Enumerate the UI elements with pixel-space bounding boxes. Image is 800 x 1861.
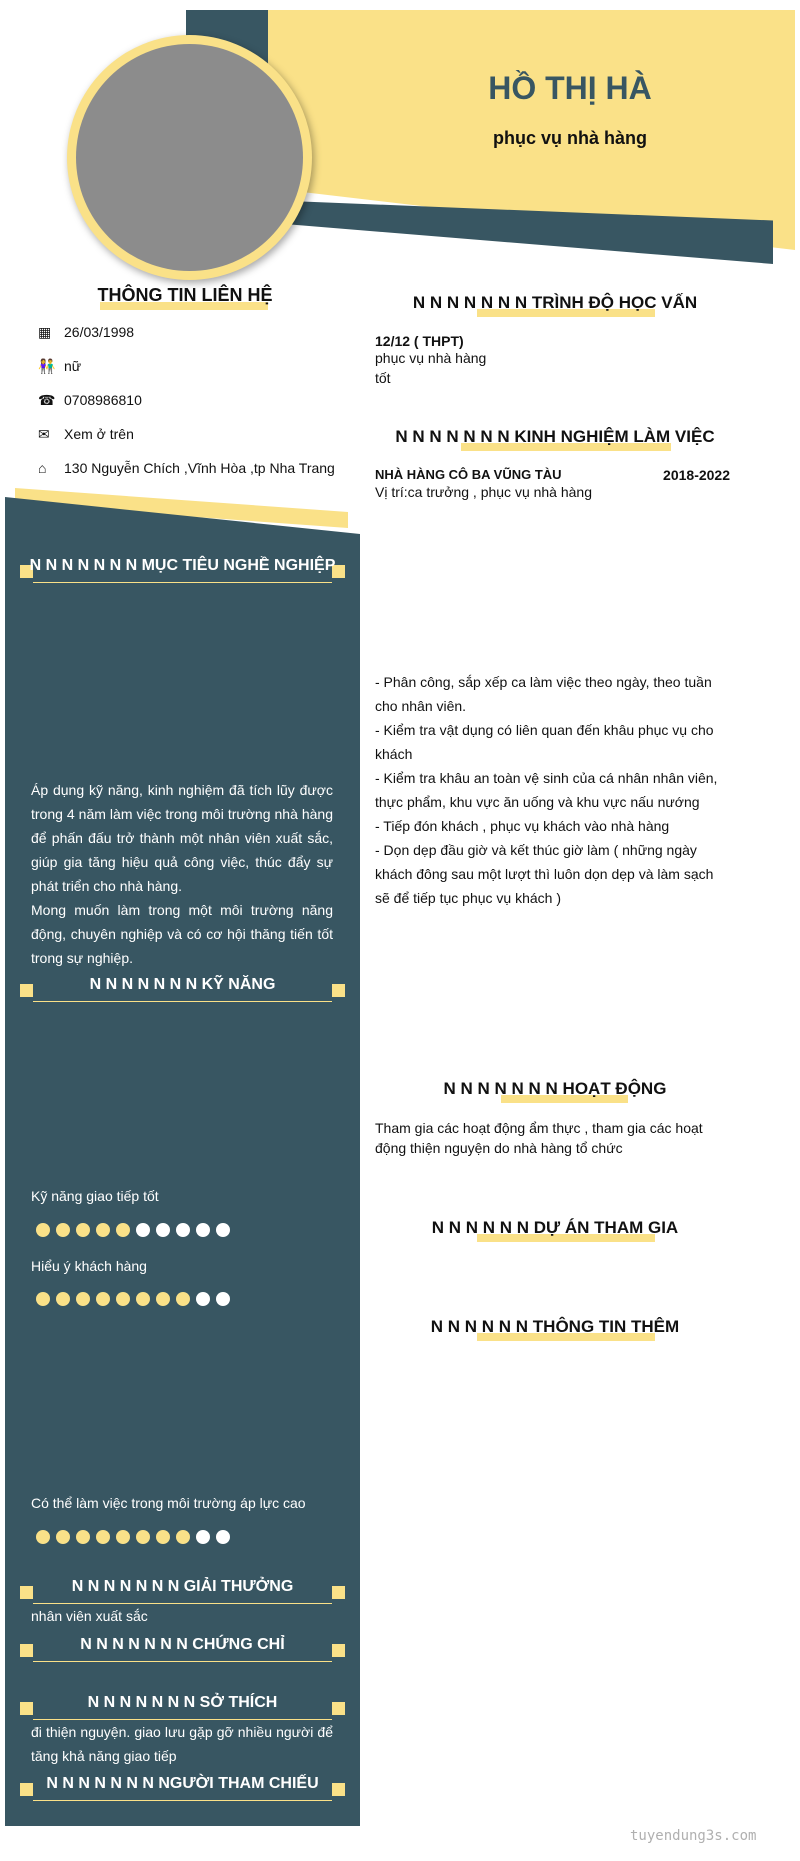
duty-item: - Phân công, sắp xếp ca làm việc theo ngày, theo tuần cho nhân viên.: [375, 674, 712, 714]
education-school: 12/12 ( THPT): [375, 333, 464, 349]
projects-heading: N N N N N N DỰ ÁN THAM GIA: [375, 1218, 735, 1238]
duty-item: - Dọn dẹp đầu giờ và kết thúc giờ làm ( những ngày khách đông sau một lượt thì luôn dọn dẹp và làm sạch sẽ để tiếp tục phục vụ khách ): [375, 842, 714, 906]
duty-item: - Kiểm tra vật dụng có liên quan đến khâu phục vụ cho khách: [375, 722, 714, 762]
watermark: tuyendung3s.com: [630, 1828, 757, 1844]
skill-name: Có thể làm việc trong môi trường áp lực cao: [31, 1495, 306, 1511]
skill-rating: [36, 1223, 230, 1237]
skill-rating: [36, 1292, 230, 1306]
skill-dot: [36, 1292, 50, 1306]
contact-phone-text: 0708986810: [64, 392, 142, 408]
awards-text: nhân viên xuất sắc: [31, 1608, 148, 1624]
gender-icon: 👫: [38, 357, 56, 374]
contact-phone: [38, 390, 358, 410]
experience-heading: N N N N N N N KINH NGHIỆM LÀM VIỆC: [375, 427, 735, 447]
contact-gender: [38, 356, 358, 376]
avatar[interactable]: [76, 44, 303, 271]
experience-duties: [375, 670, 720, 910]
skill-dot: [76, 1530, 90, 1544]
skill-name: Hiểu ý khách hàng: [31, 1258, 147, 1274]
references-heading: N N N N N N N NGƯỜI THAM CHIẾU: [20, 1775, 345, 1797]
skill-dot: [116, 1530, 130, 1544]
skill-dot: [176, 1530, 190, 1544]
objective-text: Áp dụng kỹ năng, kinh nghiệm đã tích lũy được trong 4 năm làm việc trong môi trường nhà hàng để phấn đấu trở thành một nhân viên xuất sắc, giúp gia tăng hiệu quả công việc, thúc đẩy sự phát triển cho nhà hàng. Mong muốn làm trong một môi trường năng động, chuyên nghiệp và có cơ hội thăng tiến tốt trong sự nghiệp.: [31, 782, 333, 966]
skill-dot: [176, 1292, 190, 1306]
skill-name: Kỹ năng giao tiếp tốt: [31, 1188, 159, 1204]
contact-title: THÔNG TIN LIÊN HỆ: [97, 285, 273, 305]
contact-birthday-text: 26/03/1998: [64, 324, 135, 340]
contact-gender-text: nữ: [64, 358, 82, 374]
contact-email-text: Xem ở trên: [64, 426, 134, 442]
contact-birthday: [38, 322, 358, 342]
skill-dot: [116, 1292, 130, 1306]
candidate-name: HỒ THỊ HÀ: [488, 70, 652, 106]
job-title: phục vụ nhà hàng: [492, 128, 647, 148]
home-icon: ⌂: [38, 460, 47, 476]
skill-dot: [36, 1530, 50, 1544]
skill-dot: [116, 1223, 130, 1237]
skill-dot: [56, 1223, 70, 1237]
skill-dot: [176, 1223, 190, 1237]
skill-dot: [136, 1530, 150, 1544]
phone-icon: ☎: [38, 391, 56, 408]
skill-dot: [196, 1530, 210, 1544]
certificates-heading: N N N N N N N CHỨNG CHỈ: [20, 1636, 345, 1658]
experience-period: 2018-2022: [663, 467, 730, 483]
education-major: phục vụ nhà hàng: [375, 350, 487, 366]
contact-address-text: 130 Nguyễn Chích ,Vĩnh Hòa ,tp Nha Trang: [64, 460, 335, 476]
skill-dot: [216, 1530, 230, 1544]
skill-dot: [76, 1292, 90, 1306]
skill-dot: [156, 1530, 170, 1544]
contact-email: [38, 424, 358, 444]
hobbies-text: đi thiện nguyện. giao lưu gặp gỡ nhiều người để tăng khả năng giao tiếp: [31, 1724, 333, 1764]
mail-icon: ✉: [38, 425, 50, 442]
additional-info-heading: N N N N N N THÔNG TIN THÊM: [375, 1317, 735, 1337]
skill-dot: [96, 1223, 110, 1237]
skill-dot: [36, 1223, 50, 1237]
skill-dot: [196, 1292, 210, 1306]
skill-dot: [196, 1223, 210, 1237]
skill-dot: [96, 1292, 110, 1306]
duty-item: - Kiểm tra khâu an toàn vệ sinh của cá nhân nhân viên, thực phẩm, khu vực ăn uống và khu vực nấu nướng: [375, 770, 718, 810]
skill-dot: [136, 1223, 150, 1237]
activities-text: Tham gia các hoạt động ẩm thực , tham gia các hoạt động thiện nguyện do nhà hàng tổ chức: [375, 1120, 703, 1156]
duty-item: - Tiếp đón khách , phục vụ khách vào nhà hàng: [375, 818, 670, 834]
skill-dot: [96, 1530, 110, 1544]
experience-company: NHÀ HÀNG CÔ BA VŨNG TÀU: [375, 467, 562, 482]
activities-heading: N N N N N N N HOẠT ĐỘNG: [375, 1079, 735, 1099]
skill-dot: [156, 1292, 170, 1306]
skill-dot: [76, 1223, 90, 1237]
skill-dot: [136, 1292, 150, 1306]
skills-heading: N N N N N N N KỸ NĂNG: [20, 976, 345, 998]
skill-dot: [56, 1530, 70, 1544]
skill-dot: [156, 1223, 170, 1237]
skill-dot: [216, 1292, 230, 1306]
experience-position: Vị trí:ca trưởng , phục vụ nhà hàng: [375, 484, 593, 500]
calendar-icon: ▦: [38, 323, 52, 340]
awards-heading: N N N N N N N GIẢI THƯỞNG: [20, 1578, 345, 1600]
education-heading: N N N N N N N TRÌNH ĐỘ HỌC VẤN: [375, 293, 735, 313]
skill-dot: [56, 1292, 70, 1306]
objective-heading: N N N N N N N MỤC TIÊU NGHỀ NGHIỆP: [20, 557, 345, 579]
skill-dot: [216, 1223, 230, 1237]
hobbies-heading: N N N N N N N SỞ THÍCH: [20, 1694, 345, 1716]
contact-address: [38, 458, 358, 478]
skill-rating: [36, 1530, 230, 1544]
education-grade: tốt: [375, 370, 391, 386]
